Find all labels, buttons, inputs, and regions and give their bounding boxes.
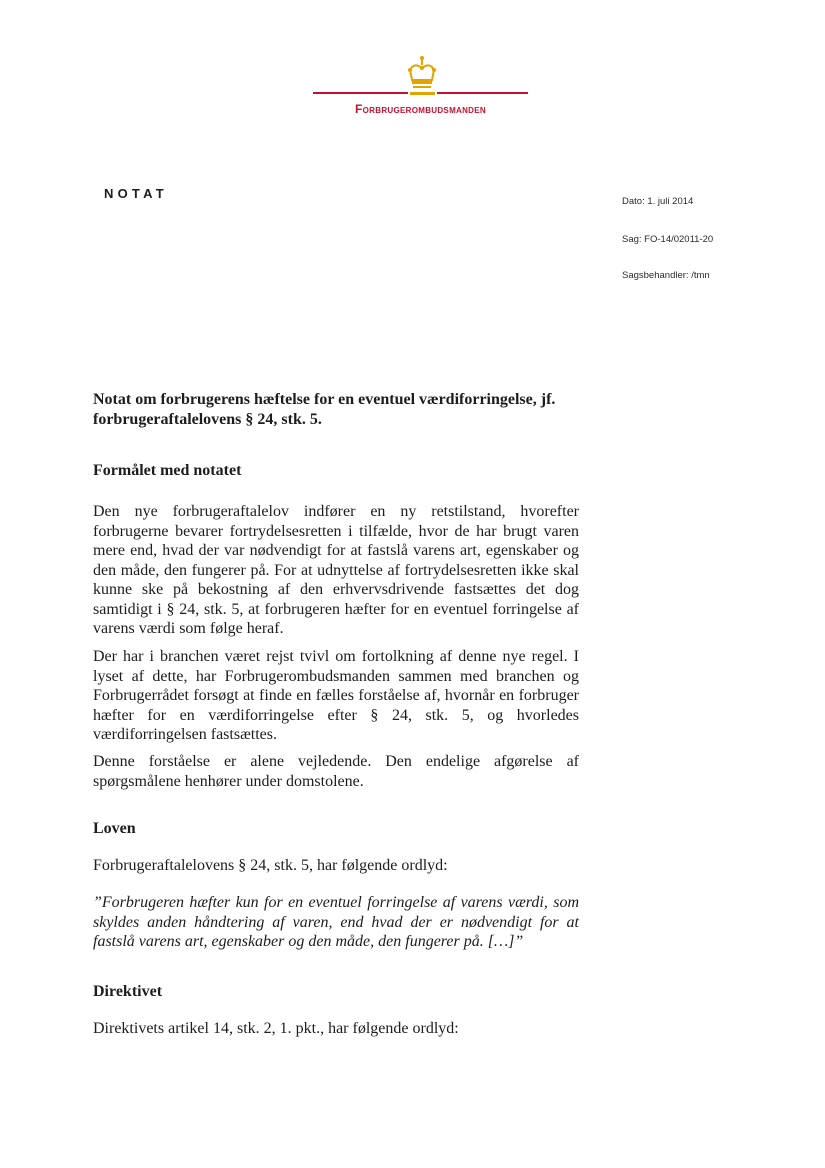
document-type-label: NOTAT — [104, 186, 168, 201]
document-title: Notat om forbrugerens hæftelse for en eventuel værdiforringelse, jf. forbrugeraftalelovens § 24, stk. 5. — [93, 391, 556, 428]
logo-rule-left — [313, 92, 408, 94]
logo-rule-right — [437, 92, 528, 94]
brand-name: Forbrugerombudsmanden — [355, 102, 486, 116]
meta-case-number: Sag: FO-14/02011-20 — [622, 234, 714, 245]
law-quote: ”Forbrugeren hæfter kun for en eventuel forringelse af varens værdi, som skyldes anden håndtering af varen, end hvad der er nødvendigt for at fastslå varens art, egenskaber og den måde, den fungerer på. […]” — [93, 894, 579, 950]
logo — [0, 54, 825, 124]
paragraph-law-intro: Forbrugeraftalelovens § 24, stk. 5, har følgende ordlyd: — [93, 857, 448, 874]
heading-purpose: Formålet med notatet — [93, 462, 242, 479]
meta-case-handler: Sagsbehandler: /tmn — [622, 270, 710, 281]
paragraph-directive-intro: Direktivets artikel 14, stk. 2, 1. pkt., har følgende ordlyd: — [93, 1020, 459, 1037]
logo-rule-gold — [410, 92, 435, 95]
heading-directive: Direktivet — [93, 983, 163, 1000]
heading-law: Loven — [93, 820, 136, 837]
crown-icon — [404, 54, 440, 92]
paragraph-purpose-3: Denne forståelse er alene vejledende. Den endelige afgørelse af spørgsmålene henhører under domstolene. — [93, 753, 579, 790]
paragraph-purpose-2: Der har i branchen været rejst tvivl om fortolkning af denne nye regel. I lyset af dette, har Forbrugerombudsmanden sammen med branchen og Forbrugerrådet forsøgt at finde en fælles forståelse af, hvornår en forbruger hæfter for en værdiforringelse efter § 24, stk. 5, og hvorledes værdiforringelsen fastsættes. — [93, 648, 579, 743]
paragraph-purpose-1: Den nye forbrugeraftalelov indfører en ny retstilstand, hvorefter forbrugerne bevarer fortrydelsesretten i tilfælde, hvor de har brugt varen mere end, hvad der var nødvendigt for at fastslå varens art, egenskaber og den måde, den fungerer på. For at udnyttelse af fortrydelsesretten ikke skal kunne ske på bekostning af den erhvervsdrivende fastsættes det dog samtidigt i § 24, stk. 5, at forbrugeren hæfter for en eventuel forringelse af varens værdi som følge heraf. — [93, 503, 579, 637]
meta-date: Dato: 1. juli 2014 — [622, 196, 694, 207]
